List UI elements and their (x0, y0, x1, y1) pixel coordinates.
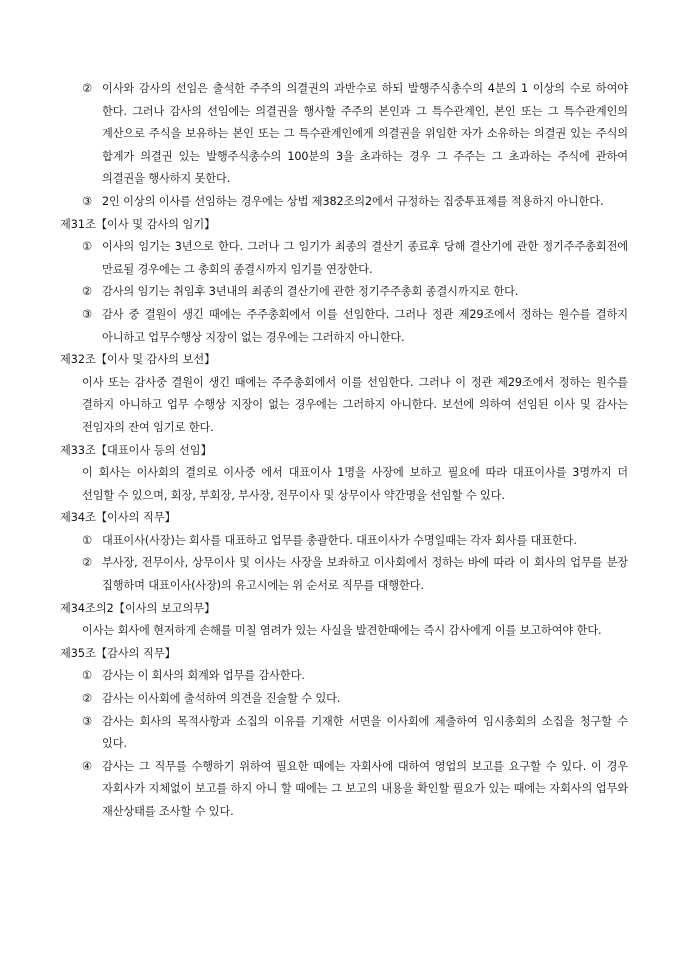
clause-text: 감사는 이 회사의 회계와 업무를 감사한다. (102, 669, 305, 683)
article-title: 제35조【감사의 직무】 (60, 646, 176, 660)
clause-text: 이사의 임기는 3년으로 한다. 그러나 그 임기가 최종의 결산기 종료후 당해 결산기에 관한 정기주주총회전에 만료될 경우에는 그 총회의 종결시까지 임기를 연장한다. (102, 240, 628, 276)
clause-item (60, 756, 628, 824)
clause-item (60, 665, 628, 688)
clause-item (60, 688, 628, 711)
article-title: 제34조【이사의 직무】 (60, 511, 176, 525)
clause-item (60, 304, 628, 349)
article-paragraph: 이 회사는 이사회의 결의로 이사중 에서 대표이사 1명을 사장에 보하고 필요에 따라 대표이사를 3명까지 더 선임할 수 있으며, 회장, 부회장, 부사장, 전무이사 및 상무이사 약간명을 선임할 수 있다. (82, 466, 628, 502)
clause-item (60, 711, 628, 756)
clause-text: 이사와 감사의 선임은 출석한 주주의 의결권의 과반수로 하되 발행주식총수의 4분의 1 이상의 수로 하여야 한다. 그러나 감사의 선임에는 의결권을 행사할 주주의 본인과 그 특수관계인, 본인 또는 그 특수관계인의 계산으로 주식을 보유하는 본인 또는 그 특수관계인에게 의결권을 위임한 자가 소유하는 의결권 있는 주식의 합계가 의결권 있는 발행주식총수의 100분의 3을 초과하는 경우 그 주주는 그 초과하는 주식에 관하여 의결권을 행사하지 못한다. (102, 82, 628, 186)
clause-text: 감사는 그 직무를 수행하기 위하여 필요한 때에는 자회사에 대하여 영업의 보고를 요구할 수 있다. 이 경우 자회사가 지체없이 보고를 하지 아니 할 때에는 그 보고의 내용을 확인할 필요가 있는 때에는 자회사의 업무와 재산상태를 조사할 수 있다. (102, 759, 628, 818)
clause-text: 감사는 회사의 목적사항과 소집의 이유를 기재한 서면을 이사회에 제출하여 임시총회의 소집을 청구할 수 있다. (102, 714, 628, 751)
clause-number: ② (82, 82, 93, 95)
clause-item (60, 191, 628, 214)
article-paragraph: 이사 또는 감사중 결원이 생긴 때에는 주주총회에서 이를 선임한다. 그러나 이 정관 제29조에서 정하는 원수를 결하지 아니하고 업무 수행상 지장이 없는 경우에는 그러하지 아니한다. 보선에 의하여 선임된 이사 및 감사는 전임자의 잔여 임기로 한다. (82, 375, 628, 434)
clause-number: ② (82, 692, 93, 706)
clause-number: ④ (82, 759, 93, 773)
clause-text: 감사의 임기는 취임후 3년내의 최종의 결산기에 관한 정기주주총회 종결시까지로 한다. (102, 285, 519, 299)
clause-number: ③ (82, 194, 93, 208)
article-paragraph: 이사는 회사에 현저하게 손해를 미칠 염려가 있는 사실을 발견한때에는 즉시 감사에게 이를 보고하여야 한다. (82, 624, 602, 638)
clause-text: 대표이사(사장)는 회사를 대표하고 업무를 총괄한다. 대표이사가 수명일때는 각자 회사를 대표한다. (102, 533, 577, 547)
clause-number: ③ (82, 714, 93, 728)
clause-item (60, 78, 628, 191)
clause-item (60, 530, 628, 553)
clause-number: ① (82, 533, 93, 547)
clause-text: 감사는 이사회에 출석하여 의견을 진술할 수 있다. (102, 692, 341, 706)
article-title: 제34조의2【이사의 보고의무】 (60, 601, 216, 615)
clause-text: 부사장, 전무이사, 상무이사 및 이사는 사장을 보좌하고 이사회에서 정하는 바에 따라 이 회사의 업무를 분장 집행하며 대표이사(사장)의 유고시에는 위 순서로 직무를 대행한다. (102, 556, 628, 593)
clause-number: ① (82, 240, 93, 254)
clause-item (60, 236, 628, 281)
clause-item (60, 281, 628, 304)
clause-text: 2인 이상의 이사를 선임하는 경우에는 상법 제382조의2에서 규정하는 집중투표제를 적용하지 아니한다. (102, 194, 604, 208)
clause-number: ③ (82, 307, 93, 321)
clause-text: 감사 중 결원이 생긴 때에는 주주총회에서 이를 선임한다. 그러나 정관 제29조에서 정하는 원수를 결하지 아니하고 업무수행상 지장이 없는 경우에는 그러하지 아니한다. (102, 307, 628, 344)
article-title: 제32조【이사 및 감사의 보선】 (60, 353, 216, 367)
clause-item (60, 552, 628, 597)
article-title: 제31조【이사 및 감사의 임기】 (60, 217, 216, 231)
clause-number: ① (82, 669, 93, 683)
article-title: 제33조【대표이사 등의 선임】 (60, 443, 212, 457)
clause-number: ② (82, 556, 93, 570)
clause-number: ② (82, 285, 93, 299)
